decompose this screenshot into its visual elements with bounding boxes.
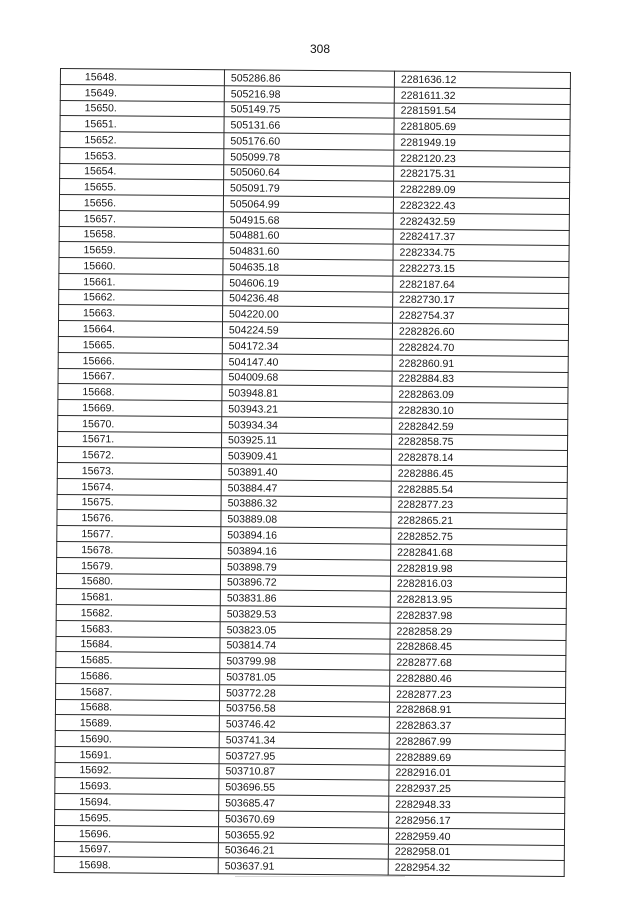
point-number-cell: 15681. [56,589,220,606]
point-number-cell: 15661. [59,273,223,290]
point-number-cell: 15692. [55,762,219,779]
point-number-cell: 15653. [60,147,224,164]
easting-cell: 503685.47 [219,795,389,812]
point-number-cell: 15648. [60,69,224,86]
easting-cell: 504172.34 [222,338,392,355]
northing-cell: 2282878.14 [391,449,567,466]
easting-cell: 504147.40 [222,354,392,371]
easting-cell: 504224.59 [222,322,392,339]
point-number-cell: 15675. [57,494,221,511]
northing-cell: 2282886.45 [391,465,567,482]
northing-cell: 2281611.32 [394,87,570,104]
northing-cell: 2282877.23 [391,497,567,514]
easting-cell: 503772.28 [220,685,390,702]
easting-cell: 503741.34 [219,732,389,749]
easting-cell: 503756.58 [219,700,389,717]
easting-cell: 503637.91 [218,858,388,875]
point-number-cell: 15669. [58,400,222,417]
point-number-cell: 15672. [57,447,221,464]
northing-cell: 2282916.01 [389,765,565,782]
easting-cell: 503884.47 [221,480,391,497]
northing-cell: 2282273.15 [393,260,569,277]
point-number-cell: 15660. [59,258,223,275]
easting-cell: 505286.86 [224,70,394,87]
point-number-cell: 15690. [55,731,219,748]
northing-cell: 2282334.75 [393,245,569,262]
point-number-cell: 15682. [56,605,220,622]
point-number-cell: 15674. [57,478,221,495]
northing-cell: 2282830.10 [392,402,568,419]
easting-cell: 503781.05 [220,669,390,686]
point-number-cell: 15696. [54,825,218,842]
easting-cell: 503670.69 [219,811,389,828]
point-number-cell: 15686. [56,668,220,685]
easting-cell: 504881.60 [223,227,393,244]
easting-cell: 503894.16 [221,543,391,560]
northing-cell: 2282289.09 [393,181,569,198]
easting-cell: 505149.75 [224,101,394,118]
northing-cell: 2282884.83 [392,371,568,388]
northing-cell: 2282837.98 [390,607,566,624]
northing-cell: 2282889.69 [389,749,565,766]
easting-cell: 503943.21 [222,401,392,418]
point-number-cell: 15673. [57,463,221,480]
point-number-cell: 15683. [56,620,220,637]
northing-cell: 2282868.45 [390,639,566,656]
northing-cell: 2282867.99 [389,733,565,750]
northing-cell: 2282730.17 [393,292,569,309]
point-number-cell: 15654. [60,163,224,180]
easting-cell: 503829.53 [220,606,390,623]
point-number-cell: 15671. [58,431,222,448]
footer-rule [235,876,405,877]
northing-cell: 2282863.37 [389,717,565,734]
northing-cell: 2282958.01 [388,844,564,861]
easting-cell: 504915.68 [223,212,393,229]
point-number-cell: 15662. [59,289,223,306]
point-number-cell: 15655. [60,179,224,196]
easting-cell: 503894.16 [221,527,391,544]
northing-cell: 2282852.75 [391,528,567,545]
point-number-cell: 15659. [59,242,223,259]
point-number-cell: 15694. [55,794,219,811]
point-number-cell: 15687. [56,683,220,700]
easting-cell: 503934.34 [222,417,392,434]
point-number-cell: 15670. [58,415,222,432]
northing-cell: 2282826.60 [392,323,568,340]
easting-cell: 503889.08 [221,511,391,528]
northing-cell: 2282120.23 [394,150,570,167]
easting-cell: 503814.74 [220,637,390,654]
northing-cell: 2282858.75 [392,434,568,451]
point-number-cell: 15668. [58,384,222,401]
easting-cell: 503696.55 [219,779,389,796]
easting-cell: 503831.86 [220,590,390,607]
easting-cell: 504831.60 [223,243,393,260]
northing-cell: 2282175.31 [394,166,570,183]
page-number: 308 [309,42,331,56]
point-number-cell: 15663. [59,305,223,322]
coordinates-table [54,68,571,877]
point-number-cell: 15685. [56,652,220,669]
point-number-cell: 15688. [55,699,219,716]
point-number-cell: 15666. [58,352,222,369]
easting-cell: 503898.79 [221,559,391,576]
point-number-cell: 15676. [57,510,221,527]
easting-cell: 504220.00 [223,306,393,323]
easting-cell: 503746.42 [219,716,389,733]
easting-cell: 503655.92 [218,827,388,844]
point-number-cell: 15697. [54,841,218,858]
easting-cell: 503948.81 [222,385,392,402]
point-number-cell: 15698. [54,857,218,874]
point-number-cell: 15649. [60,84,224,101]
easting-cell: 505060.64 [224,164,394,181]
northing-cell: 2282322.43 [393,197,569,214]
point-number-cell: 15652. [60,132,224,149]
northing-cell: 2282954.32 [388,859,564,876]
northing-cell: 2282937.25 [389,781,565,798]
easting-cell: 504236.48 [223,291,393,308]
northing-cell: 2281636.12 [394,71,570,88]
point-number-cell: 15657. [59,210,223,227]
easting-cell: 503896.72 [220,574,390,591]
northing-cell: 2282860.91 [392,355,568,372]
easting-cell: 504606.19 [223,275,393,292]
easting-cell: 505064.99 [223,196,393,213]
point-number-cell: 15680. [56,573,220,590]
easting-cell: 504635.18 [223,259,393,276]
easting-cell: 503886.32 [221,495,391,512]
easting-cell: 503891.40 [221,464,391,481]
northing-cell: 2282813.95 [390,591,566,608]
northing-cell: 2282858.29 [390,623,566,640]
point-number-cell: 15691. [55,746,219,763]
northing-cell: 2282863.09 [392,386,568,403]
point-number-cell: 15677. [57,526,221,543]
point-number-cell: 15664. [58,321,222,338]
point-number-cell: 15693. [55,778,219,795]
easting-cell: 503646.21 [218,842,388,859]
table-row [54,857,564,877]
northing-cell: 2282877.23 [390,686,566,703]
point-number-cell: 15689. [55,715,219,732]
northing-cell: 2282187.64 [393,276,569,293]
point-number-cell: 15651. [60,116,224,133]
northing-cell: 2282417.37 [393,229,569,246]
easting-cell: 505099.78 [224,149,394,166]
point-number-cell: 15665. [58,337,222,354]
point-number-cell: 15684. [56,636,220,653]
point-number-cell: 15656. [59,195,223,212]
easting-cell: 504009.68 [222,369,392,386]
easting-cell: 505131.66 [224,117,394,134]
point-number-cell: 15658. [59,226,223,243]
point-number-cell: 15678. [57,541,221,558]
northing-cell: 2282841.68 [391,544,567,561]
northing-cell: 2282885.54 [391,481,567,498]
northing-cell: 2282865.21 [391,513,567,530]
point-number-cell: 15695. [55,809,219,826]
northing-cell: 2282956.17 [389,812,565,829]
easting-cell: 505216.98 [224,86,394,103]
northing-cell: 2281949.19 [394,134,570,151]
northing-cell: 2282842.59 [392,418,568,435]
point-number-cell: 15679. [57,557,221,574]
northing-cell: 2282754.37 [393,308,569,325]
northing-cell: 2282816.03 [390,576,566,593]
northing-cell: 2282432.59 [393,213,569,230]
easting-cell: 503727.95 [219,748,389,765]
coordinates-table-body [54,69,570,877]
point-number-cell: 15667. [58,368,222,385]
northing-cell: 2282877.68 [390,654,566,671]
northing-cell: 2282824.70 [392,339,568,356]
northing-cell: 2282959.40 [388,828,564,845]
northing-cell: 2282948.33 [389,796,565,813]
northing-cell: 2282868.91 [389,702,565,719]
northing-cell: 2282819.98 [391,560,567,577]
northing-cell: 2281805.69 [394,118,570,135]
easting-cell: 505091.79 [224,180,394,197]
northing-cell: 2281591.54 [394,103,570,120]
northing-cell: 2282880.46 [390,670,566,687]
easting-cell: 503909.41 [221,448,391,465]
easting-cell: 505176.60 [224,133,394,150]
easting-cell: 503710.87 [219,763,389,780]
easting-cell: 503823.05 [220,622,390,639]
easting-cell: 503799.98 [220,653,390,670]
point-number-cell: 15650. [60,100,224,117]
easting-cell: 503925.11 [222,432,392,449]
